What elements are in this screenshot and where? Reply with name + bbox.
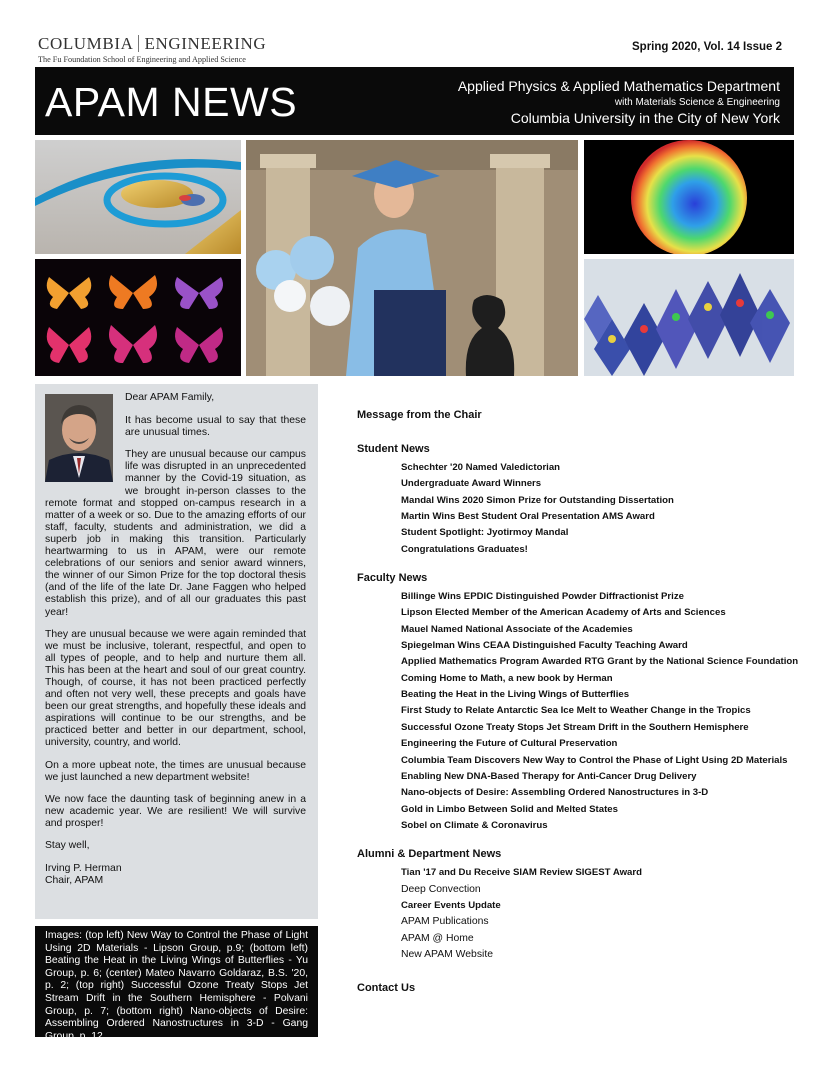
toc-link[interactable]: Billinge Wins EPDIC Distinguished Powder Diffractionist Prize (401, 591, 684, 603)
image-captions: Images: (top left) New Way to Control the Phase of Light Using 2D Materials - Lipson Group, p.9; (bottom left) Beating the Heat in the Living Wings of Butterflies - Yu Group, p. 6; (center) Mateo Navarro Goldaraz, B.S. '20, p. 2; (top right) Successful Ozone Treaty Stops Jet Stream Drift in the Southern Hemisphere - Polvani Group, p. 7; (bottom right) Nano-objects of Desire: Assembling Ordered Nanostructures in 3-D - Gang Group, p. 12 (35, 926, 318, 1037)
toc-link[interactable]: Martin Wins Best Student Oral Presentation AMS Award (401, 511, 655, 523)
toc-link[interactable]: Engineering the Future of Cultural Preservation (401, 738, 618, 750)
toc-link[interactable]: New APAM Website (401, 948, 494, 960)
toc-link[interactable]: Nano-objects of Desire: Assembling Ordered Nanostructures in 3-D (401, 787, 709, 799)
issue-label: Spring 2020, Vol. 14 Issue 2 (632, 41, 782, 53)
toc-link[interactable]: APAM @ Home (401, 932, 474, 944)
letter-paragraph: On a more upbeat note, the times are unusual because we just launched a new department website! (45, 759, 306, 783)
toc-link-message-from-chair[interactable]: Message from the Chair (357, 409, 482, 421)
photo-butterflies (35, 259, 241, 376)
letter-signature-name: Irving P. Herman (45, 863, 122, 875)
logo-word-columbia: COLUMBIA (38, 34, 134, 53)
toc-link[interactable]: Mauel Named National Associate of the Academies (401, 623, 633, 635)
letter-paragraph: They are unusual because our campus life was disrupted in an unprecedented manner by the Covid-19 situation, as we brought in-person classes to the remote format and stopped on-campus research in a matter of a week or so. Due to the amazing efforts of our staff, faculty, students and administration, we did a superb job in making this transition. Particularly heartwarming to us in APAM, were our remote celebrations of our seniors and senior award winners, the winner of our Simon Prize for the top doctoral thesis (and of the life of the late Dr. Jane Faggen who helped establish this prize), and of all our graduates this past year! (45, 449, 306, 618)
toc-link[interactable]: Schechter '20 Named Valedictorian (401, 462, 561, 473)
toc-link[interactable]: Student Spotlight: Jyotirmoy Mandal (401, 527, 569, 539)
photo-2d-materials-light (35, 140, 241, 254)
toc-link[interactable]: APAM Publications (401, 916, 489, 928)
toc-link[interactable]: Successful Ozone Treaty Stops Jet Stream Drift in the Southern Hemisphere (401, 721, 749, 733)
toc-link[interactable]: Congratulations Graduates! (401, 543, 528, 555)
letter-salutation: Dear APAM Family, (125, 392, 215, 403)
student-news-list (357, 460, 797, 558)
letter-closing: Stay well, (45, 840, 90, 851)
toc-link[interactable]: Career Events Update (401, 899, 501, 911)
department-name: Applied Physics & Applied Mathematics Department (457, 78, 780, 94)
department-block (458, 78, 780, 127)
table-of-contents (357, 409, 797, 998)
toc-link[interactable]: Beating the Heat in the Living Wings of Butterflies (401, 689, 630, 701)
logo-subtitle: The Fu Foundation School of Engineering and Applied Science (38, 55, 246, 64)
toc-link[interactable]: Undergraduate Award Winners (401, 478, 542, 490)
toc-link[interactable]: Sobel on Climate & Coronavirus (401, 819, 548, 831)
logo-word-engineering: ENGINEERING (144, 34, 267, 53)
toc-section-faculty-news[interactable]: Faculty News (357, 572, 428, 585)
chair-portrait (45, 394, 113, 482)
toc-link[interactable]: Enabling New DNA-Based Therapy for Anti-Cancer Drug Delivery (401, 770, 697, 782)
logo-wordmark (38, 34, 267, 54)
toc-link[interactable]: Gold in Limbo Between Solid and Melted States (401, 803, 618, 815)
columbia-engineering-logo (38, 34, 267, 64)
toc-link[interactable]: Deep Convection (401, 883, 481, 895)
department-subtitle: with Materials Science & Engineering (614, 97, 780, 108)
toc-section-alumni-department-news[interactable]: Alumni & Department News (357, 848, 502, 861)
letter-paragraph: It has become usual to say that these are unusual times. (125, 415, 306, 439)
photo-graduate (246, 140, 578, 376)
toc-link[interactable]: Spiegelman Wins CEAA Distinguished Faculty Teaching Award (401, 640, 688, 652)
faculty-news-list (357, 589, 797, 834)
toc-link[interactable]: Lipson Elected Member of the American Academy of Arts and Sciences (401, 607, 726, 619)
letter-signature-role: Chair, APAM (45, 875, 104, 887)
alumni-news-list (357, 865, 797, 963)
photo-ozone-globe (584, 140, 794, 254)
toc-link-contact-us[interactable]: Contact Us (357, 982, 416, 995)
toc-link[interactable]: Applied Mathematics Program Awarded RTG Grant by the National Science Foundation (401, 656, 799, 668)
title-banner (35, 67, 794, 135)
photo-nanostructures (584, 259, 794, 376)
toc-link[interactable]: Columbia Team Discovers New Way to Control the Phase of Light Using 2D Materials (401, 754, 788, 766)
toc-link[interactable]: First Study to Relate Antarctic Sea Ice Melt to Weather Change in the Tropics (401, 705, 751, 717)
toc-link[interactable]: Mandal Wins 2020 Simon Prize for Outstanding Dissertation (401, 494, 674, 506)
toc-link[interactable]: Tian '17 and Du Receive SIAM Review SIGEST Award (401, 867, 642, 879)
toc-link[interactable]: Coming Home to Math, a new book by Herman (401, 672, 613, 684)
logo-divider (138, 35, 139, 52)
chair-letter (35, 384, 318, 919)
letter-paragraph: We now face the daunting task of beginning anew in a new academic year. We are resilient! We will survive and prosper! (45, 793, 306, 829)
university-name: Columbia University in the City of New York (510, 110, 780, 126)
newsletter-title: APAM NEWS (45, 79, 298, 125)
letter-paragraph: They are unusual because we were again reminded that we must be inclusive, tolerant, respectful, and open to all types of people, and to help and nurture them all. This has been at the heart and soul of our great country. Though, of course, it has not been practiced perfectly and often not very well, these precepts and goals have been our great strengths, and hopefully these ideals and aspirations will continue to be our strengths, and be practiced better and better in our department, school, university, country, and world. (45, 628, 306, 749)
toc-section-student-news[interactable]: Student News (357, 443, 430, 455)
